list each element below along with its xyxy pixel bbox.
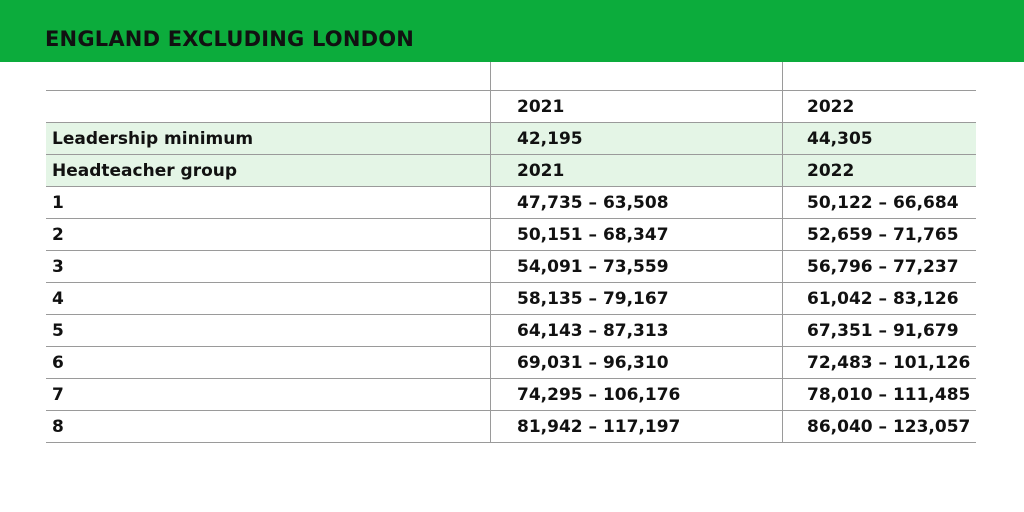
header-cell-2022: 2022: [782, 91, 976, 122]
value-2022: 72,483 – 101,126: [782, 347, 976, 378]
title-banner: [0, 0, 1024, 62]
table-row: [46, 379, 976, 411]
value-2021: 2021: [490, 155, 782, 186]
table-header-row: [46, 91, 976, 123]
row-label: 1: [52, 192, 64, 213]
row-label: 2: [52, 224, 64, 245]
value-2022: 67,351 – 91,679: [782, 315, 976, 346]
header-cell-label: [46, 91, 490, 122]
header-cell-2021: 2021: [490, 91, 782, 122]
value-2021: 54,091 – 73,559: [490, 251, 782, 282]
value-2022: 61,042 – 83,126: [782, 283, 976, 314]
value-2022: 78,010 – 111,485: [782, 379, 976, 410]
table-row-headteacher-group: [46, 155, 976, 187]
table-row: [46, 315, 976, 347]
value-2021: 47,735 – 63,508: [490, 187, 782, 218]
table-row: [46, 251, 976, 283]
row-label: 5: [52, 320, 64, 341]
spacer-cell: [46, 62, 490, 90]
row-label: 7: [52, 384, 64, 405]
value-2021: 42,195: [490, 123, 782, 154]
value-2021: 64,143 – 87,313: [490, 315, 782, 346]
table-row: [46, 283, 976, 315]
spacer-cell: [782, 62, 976, 90]
value-2021: 69,031 – 96,310: [490, 347, 782, 378]
salary-table: [46, 62, 976, 443]
value-2022: 52,659 – 71,765: [782, 219, 976, 250]
table-spacer-row: [46, 62, 976, 91]
row-label: 8: [52, 416, 64, 437]
table-row: [46, 411, 976, 443]
value-2022: 44,305: [782, 123, 976, 154]
value-2022: 50,122 – 66,684: [782, 187, 976, 218]
value-2022: 86,040 – 123,057: [782, 411, 976, 442]
table-row: [46, 219, 976, 251]
value-2022: 2022: [782, 155, 976, 186]
value-2021: 81,942 – 117,197: [490, 411, 782, 442]
value-2022: 56,796 – 77,237: [782, 251, 976, 282]
table-row: [46, 187, 976, 219]
row-label: Headteacher group: [52, 160, 238, 181]
row-label: 4: [52, 288, 64, 309]
value-2021: 58,135 – 79,167: [490, 283, 782, 314]
table-row-leadership-minimum: [46, 123, 976, 155]
table-row: [46, 347, 976, 379]
spacer-cell: [490, 62, 782, 90]
row-label: Leadership minimum: [52, 128, 254, 149]
page-title: ENGLAND EXCLUDING LONDON: [45, 27, 415, 51]
row-label: 3: [52, 256, 64, 277]
value-2021: 74,295 – 106,176: [490, 379, 782, 410]
value-2021: 50,151 – 68,347: [490, 219, 782, 250]
row-label: 6: [52, 352, 64, 373]
